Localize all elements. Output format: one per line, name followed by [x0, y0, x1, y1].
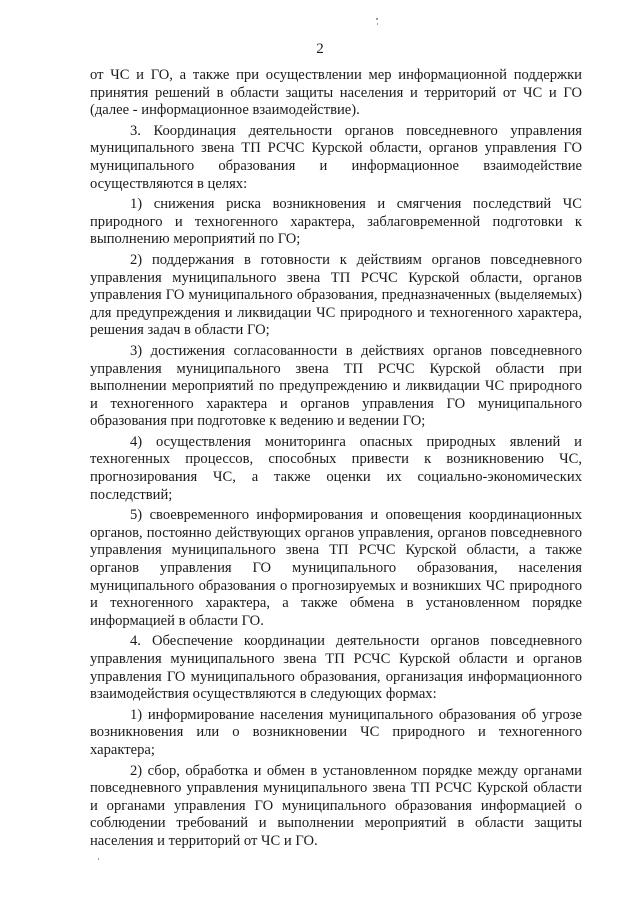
paragraph: 4) осуществления мониторинга опасных природных явлений и техногенных процессов, способных привести к возникновению ЧС, прогнозирования ЧС, а также оценки их социально-экономических последствий;: [90, 433, 582, 503]
paragraph: 2) сбор, обработка и обмен в установленном порядке между органами повседневного управления муниципального звена ТП РСЧС Курской области и органами управления ГО муниципального образования информацией о соблюдении требований и выполнении мероприятий в области защиты населения и территорий от ЧС и ГО.: [90, 762, 582, 849]
scan-speck: [377, 23, 378, 25]
paragraph: 2) поддержания в готовности к действиям органов повседневного управления муниципального звена ТП РСЧС Курской области, органов управления ГО муниципального образования, предназначенных (выделяемых) для предупреждения и ликвидации ЧС природного и техногенного характера, решения задач в области ГО;: [90, 251, 582, 339]
paragraph: 4. Обеспечение координации деятельности органов повседневного управления муниципального звена ТП РСЧС Курской области и органов управления ГО муниципального образования, организация информационного взаимодействия осуществляются в следующих формах:: [90, 633, 582, 703]
paragraph: 3. Координация деятельности органов повседневного управления муниципального звена ТП РСЧС Курской области, органов управления ГО муниципального образования и информационное взаимодействие осуществляются в целях:: [90, 122, 582, 192]
paragraph: 1) информирование населения муниципального образования об угрозе возникновения или о возникновении ЧС природного и техногенного характера;: [90, 706, 582, 758]
paragraph: от ЧС и ГО, а также при осуществлении мер информационной поддержки принятия решений в области защиты населения и территорий от ЧС и ГО (далее - информационное взаимодействие).: [90, 67, 582, 119]
paragraph: 5) своевременного информирования и оповещения координационных органов, постоянно действующих органов управления, органов повседневного управления муниципального звена ТП РСЧС Курской области, а также органов управления ГО муниципального образования, населения муниципального образования о прогнозируемых и возникших ЧС природного и техногенного характера, а также обмена в установленном порядке информацией в области ГО.: [90, 507, 582, 629]
page-number: 2: [316, 41, 324, 57]
paragraph: 1) снижения риска возникновения и смягчения последствий ЧС природного и техногенного характера, заблаговременной подготовки к выполнению мероприятий по ГО;: [90, 196, 582, 248]
document-body: [90, 67, 582, 854]
scan-speck: [376, 18, 378, 20]
scan-speck: [98, 858, 99, 860]
paragraph: 3) достижения согласованности в действиях органов повседневного управления муниципального звена ТП РСЧС Курской области при выполнении мероприятий по предупреждению и ликвидации ЧС природного и техногенного характера и органов управления ГО муниципального образования при подготовке к ведению и ведении ГО;: [90, 342, 582, 430]
